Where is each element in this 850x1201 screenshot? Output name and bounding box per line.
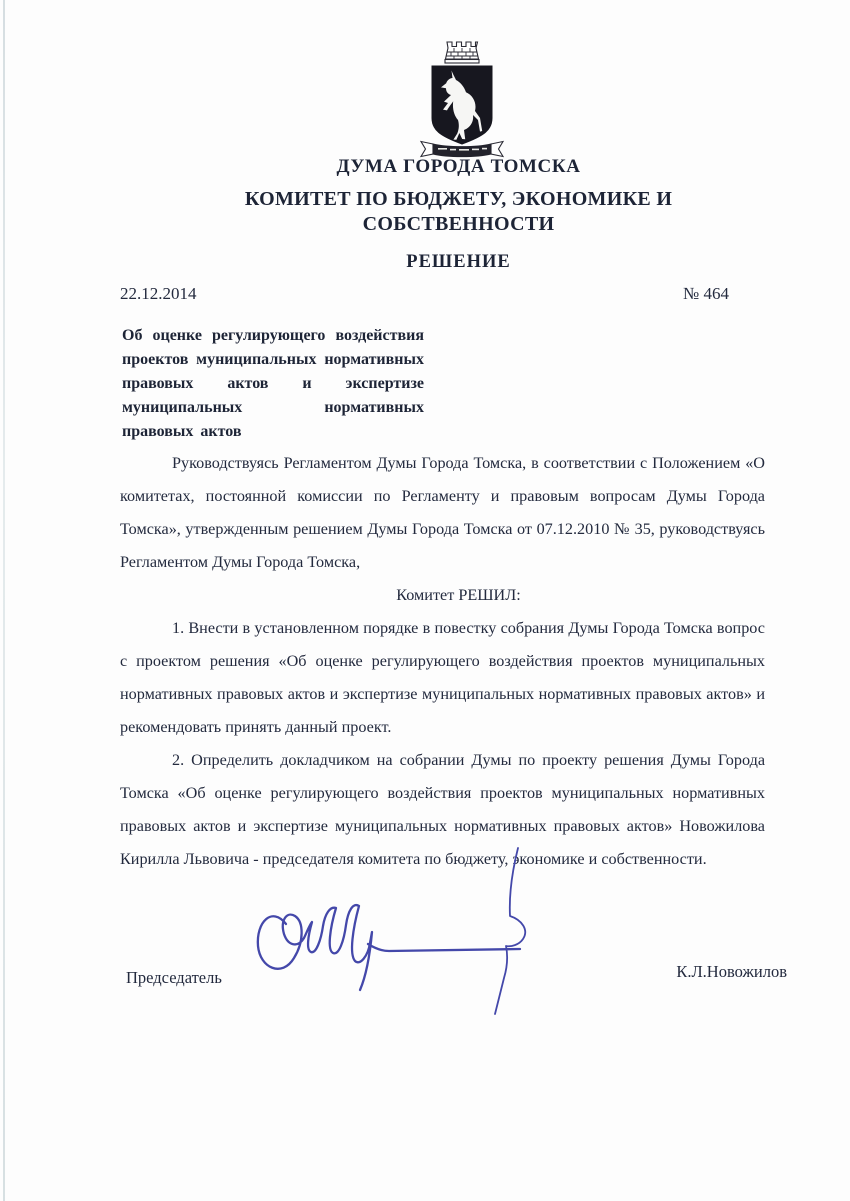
document-number: № 464	[683, 284, 729, 303]
scan-edge-artifact	[3, 0, 5, 1201]
preamble-paragraph: Руководствуясь Регламентом Думы Города Томска, в соответствии с Положением «О комитетах, постоянной комиссии по Регламенту и правовым вопросам Думы Города Томска», утвержденным решением Думы Города Томска от 07.12.2010 № 35, руководствуясь Регламентом Думы Города Томска,	[120, 454, 765, 571]
resolution-heading: Комитет РЕШИЛ:	[396, 586, 521, 604]
signer-title: Председатель	[126, 968, 222, 987]
subject-block: Об оценке регулирующего воздействия проектов муниципальных нормативных правовых актов и экспертизе муниципальных нормативных правовых актов	[122, 327, 424, 440]
resolution-item-1: 1. Внести в установленном порядке в повестку собрания Думы Города Томска вопрос с проектом решения «Об оценке регулирующего воздействия проектов муниципальных нормативных правовых актов и экспертизе муниципальных нормативных правовых актов» и рекомендовать принять данный проект.	[120, 619, 765, 736]
document-type-title: РЕШЕНИЕ	[406, 252, 511, 272]
committee-title: КОМИТЕТ ПО БЮДЖЕТУ, ЭКОНОМИКЕ И СОБСТВЕННОСТИ	[244, 188, 673, 235]
organization-title: ДУМА ГОРОДА ТОМСКА	[336, 156, 581, 177]
handwritten-signature-icon	[250, 844, 560, 1024]
signer-name: К.Л.Новожилов	[676, 962, 787, 981]
date-number-row	[120, 284, 765, 304]
document-content	[120, 0, 787, 1054]
resolution-item-2: 2. Определить докладчиком на собрании Думы по проекту решения Думы Города Томска «Об оценке регулирующего воздействия проектов муниципальных нормативных правовых актов и экспертизе муниципальных нормативных правовых актов» Новожилова Кирилла Львовича - председателя комитета по бюджету, экономике и собственности.	[120, 751, 765, 868]
document-date: 22.12.2014	[120, 284, 197, 303]
signature-row	[120, 904, 787, 1054]
